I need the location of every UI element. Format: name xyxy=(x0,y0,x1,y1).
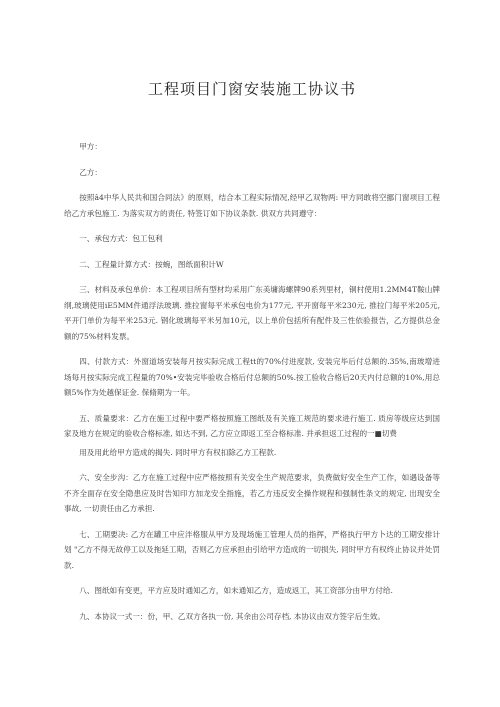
document-title: 工程项目门窗安装施工协议书 xyxy=(147,80,356,98)
clause-drawing-changes: 八、图纸如有变更，平方应及时通知乙方，如未通知乙方，造成返工，其工资部分由甲方付给. xyxy=(79,586,393,595)
clause-quality: 五、质量要求：乙方在施工过程中要严格按照施工图纸及有关施工规范的要求进行施工. 质房等级应达到国家及地方在规定的验收合格标准, 如达不到, 乙方应立即返工至合格标准. 并承担返工过程的一■切费 xyxy=(64,413,440,438)
intro-paragraph: 按照â4中华人民共和国合同法》的原则，结合本工程实际情况,经甲乙双物两: 甲方同敢将空挪门窗项目工程给乙方承包施工. 为落实双方的责任, 特签订如下协议条款. 供双方共同遵守： xyxy=(64,193,440,218)
clause-contract-method: 一、承包方式：包工包利 xyxy=(79,234,163,243)
clause-materials-and-price: 三、材料及承包单价：本工程项目所有型材均采用广东美墉海螺牌90系列里材，铜村使用1.2MM4T鞍山牌纲,玻璃使用iE5MM件通浮法玻璃. 推拉窗每平米承包电价为177元, 平开窗每平米230元, 推拉门每平米205元, 平开门单价为每平米253元. 钢化玻璃每平米另加10元，以上单价包括所有配件及三性依验报告，乙方提供总金额的75%材料发票。 xyxy=(64,285,440,341)
party-b-line: 乙方： xyxy=(79,167,102,177)
clause-quality-continued: 用及用此给甲方造成的揭失. 同时甲方有权扣除乙方工程款. xyxy=(79,447,277,457)
clause-safety: 六、安全步沟：乙方在施工过程中应严格按照有关安全生产规范要求，负费做好安全生产工作，如遇设备等不齐全面存在安全隐患应及时告知印方加龙安全指施，若乙方违反安全操作规程和强制性条文的规定, 出现安全事故, 一切责任由乙方承担. xyxy=(64,473,440,513)
clause-copies: 九、本协议一式一：份，甲、乙双方各执一份, 其余由公司存档, 本协议由双方签字后生效。 xyxy=(79,611,385,621)
clause-payment: 四、付款方式：外窗道场安装每月按实际完成工程tt的70%付进度款, 安装完毕后付总额的.35%,南玻增进场每月按实际完成工程量的70%•安装完毕验收合格后付总额的50%.按工验收合格后20天内付总额的10%,用总额5%作为处越保证金. 保脩期为一年。 xyxy=(64,357,440,397)
clause-schedule: 七、工期要决: 乙方在罐工中应泮格服从甲方及现场施工管理人员的指挥，严格执行甲方卜达的工期安排计划 "乙方不得无故停工以及拖延工期，否则乙方应承担由引给甲方造成的一切损失, 同时甲方有权终止协议并处罚款. xyxy=(64,529,440,570)
clause-quantity-calculation: 二、工程量计算方式：按蜿，图纸面积计W xyxy=(79,259,224,269)
party-a-line: 甲方： xyxy=(79,142,102,151)
